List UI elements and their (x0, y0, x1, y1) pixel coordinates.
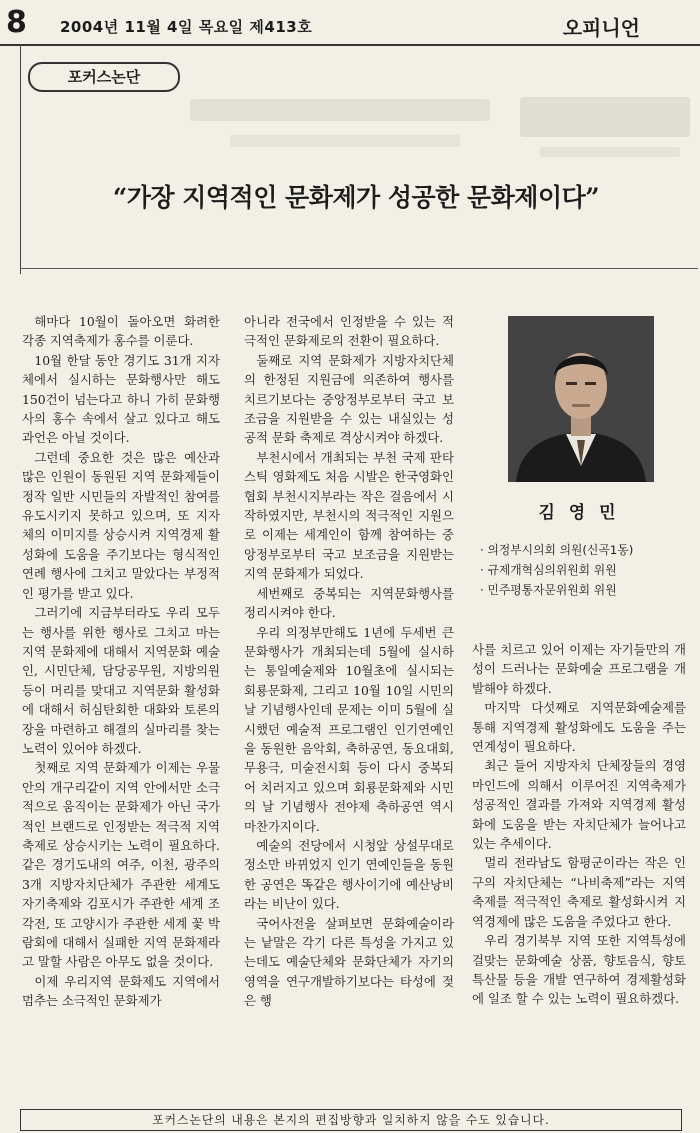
body-column-2 (244, 312, 454, 1011)
paragraph: 이제 우리지역 문화제도 지역에서 멈추는 소극적인 문화제가 (22, 973, 220, 1009)
body-column-1 (22, 312, 220, 1011)
column-badge: 포커스논단 (28, 62, 180, 92)
paragraph: 우리 경기북부 지역 또한 지역특성에 걸맞는 문화예술 상품, 향토음식, 향토특산물 등을 개발 연구하여 경제활성화에 일조 할 수 있는 노력이 필요하겠다. (472, 933, 686, 1007)
headline: “가장 지역적인 문화제가 성공한 문화제이다” (112, 183, 600, 212)
author-name: 김 영 민 (538, 503, 620, 523)
paragraph: 우리 의정부만해도 1년에 두세번 큰 문화행사가 개최되는데 5월에 실시하는 통일예술제와 10월초에 실시되는 회룡문화제, 그리고 10월 10일 시민의 날 기념행사인데 문제는 이미 5월에 실시했던 예술적 프로그램인 인기연예인을 동원한 음악회, 축하공연, 동요대회, 무용극, 미술전시회 등이 다시 중복되어 치러지고 있으며 회룡문화제와 시민의 날 기념행사 전야제 축하공연 역시 마찬가지이다. (244, 624, 454, 834)
paragraph: 세번째로 중복되는 지역문화행사를 정리시켜야 한다. (244, 585, 454, 621)
paragraph: 국어사전을 살펴보면 문화예술이라는 낱말은 각기 다른 특성을 가지고 있는데도 예술단체와 문화단체가 자기의 영역을 연구개발하기보다는 타성에 젖은 행 (244, 915, 454, 1009)
paragraph: 부천시에서 개최되는 부천 국제 판타스틱 영화제도 처음 시발은 한국영화인협회 부천시지부라는 작은 걸음에서 시작하였지만, 부천시의 적극적인 지원으로 이제는 세계인이 함께 참여하는 중앙정부로부터 국고 보조금을 지원받는 지역 문화제가 되었다. (244, 449, 454, 582)
paragraph: 10월 한달 동안 경기도 31개 지자체에서 실시하는 문화행사만 해도 150건이 넘는다고 하니 가히 문화행사의 홍수 속에서 살고 있다고 해도 과언은 아닐 것이다. (22, 352, 220, 446)
bleed-through-texture (190, 95, 695, 175)
paragraph: 둘째로 지역 문화제가 지방자치단체의 한정된 지원금에 의존하여 행사를 치르기보다는 중앙정부로부터 국고 보조금을 지원받을 수 있는 내실있는 성공적 문화 축제로 격상시켜야 하겠다. (244, 352, 454, 446)
credential-item: · 의정부시의회 의원(신곡1동) (480, 543, 634, 557)
paragraph: 멀리 전라남도 함평군이라는 작은 인구의 자치단체는 “나비축제”라는 지역축제를 적극적인 축제로 활성화시켜 지역경제에 많은 도움을 주었다고 한다. (472, 855, 686, 929)
paragraph: 그런데 중요한 것은 많은 예산과 많은 인원이 동원된 지역 문화제들이 정작 일반 시민들의 자발적인 참여를 유도시키지 못하고 있으며, 또 지자체의 이미지를 상승시켜 지역경제 활성화에 도움을 주기보다는 형식적인 연례 행사에 그치고 말았다는 부정적인 평가를 받고 있다. (22, 449, 220, 601)
author-credentials (480, 540, 690, 600)
paragraph: 마지막 다섯째로 지역문화예술제를 통해 지역경제 활성화에도 도움을 주는 연계성이 필요하다. (472, 700, 686, 755)
author-portrait-image (508, 316, 654, 482)
paragraph: 첫째로 지역 문화제가 이제는 우물 안의 개구리같이 지역 안에서만 소극적으로 움직이는 문화제가 아닌 국가적인 브랜드로 인정받는 적극적 지역축제로 상승시키는 노력이 필요하다. 같은 경기도내의 여주, 이천, 광주의 3개 지방자치단체가 주관한 세계도자기축제와 김포시가 주관한 세계 조각전, 또 고양시가 주관한 세계 꽃 박람회에 대해서 실패한 지역 문화제라고 말할 사람은 아무도 없을 것이다. (22, 760, 220, 970)
paragraph: 예술의 전당에서 시청앞 상설무대로 정소만 바뀌었지 인기 연예인들을 동원한 공연은 똑같은 행사이기에 예산낭비라는 비난이 있다. (244, 837, 454, 912)
footer-disclaimer: 포커스논단의 내용은 본지의 편집방향과 일치하지 않을 수도 있습니다. (20, 1109, 682, 1131)
credential-item: · 규제개혁심의위원회 위원 (480, 563, 617, 577)
credential-item: · 민주평통자문위원회 위원 (480, 583, 617, 597)
body-column-3 (472, 640, 686, 1009)
headline-separator (20, 268, 698, 269)
paragraph: 최근 들어 지방자치 단체장들의 경영마인드에 의해서 이루어진 지역축제가 성공적인 결과를 가져와 지역경제 활성화에 도움을 받는 자치단체가 늘어나고 있는 추세이다. (472, 758, 686, 852)
left-vertical-rule (20, 44, 21, 274)
paragraph: 해마다 10월이 돌아오면 화려한 각종 지역축제가 홍수를 이룬다. (22, 314, 220, 349)
header-rule (0, 44, 700, 46)
paragraph: 사를 치르고 있어 이제는 자기들만의 개성이 드러나는 문화예술 프로그램을 개발해야 하겠다. (472, 642, 686, 696)
issue-date: 2004년 11월 4일 목요일 제413호 (60, 18, 313, 36)
page-number: 8 (6, 5, 27, 40)
paragraph: 그러기에 지금부터라도 우리 모두는 행사를 위한 행사로 그치고 마는 지역 문화제에 대해서 지역문화 예술인, 시민단체, 담당공무원, 지방의원 등이 머리를 맞대고 지역문화 활성화에 대해서 허심탄회한 대화와 토론의 장을 마련하고 해결의 실마리를 찾는 노력이 있어야 하겠다. (22, 605, 220, 756)
page-header (0, 0, 700, 50)
section-name: 오피니언 (562, 16, 640, 40)
paragraph: 아니라 전국에서 인정받을 수 있는 적극적인 문화제로의 전환이 필요하다. (244, 314, 454, 349)
author-photo (508, 316, 654, 482)
